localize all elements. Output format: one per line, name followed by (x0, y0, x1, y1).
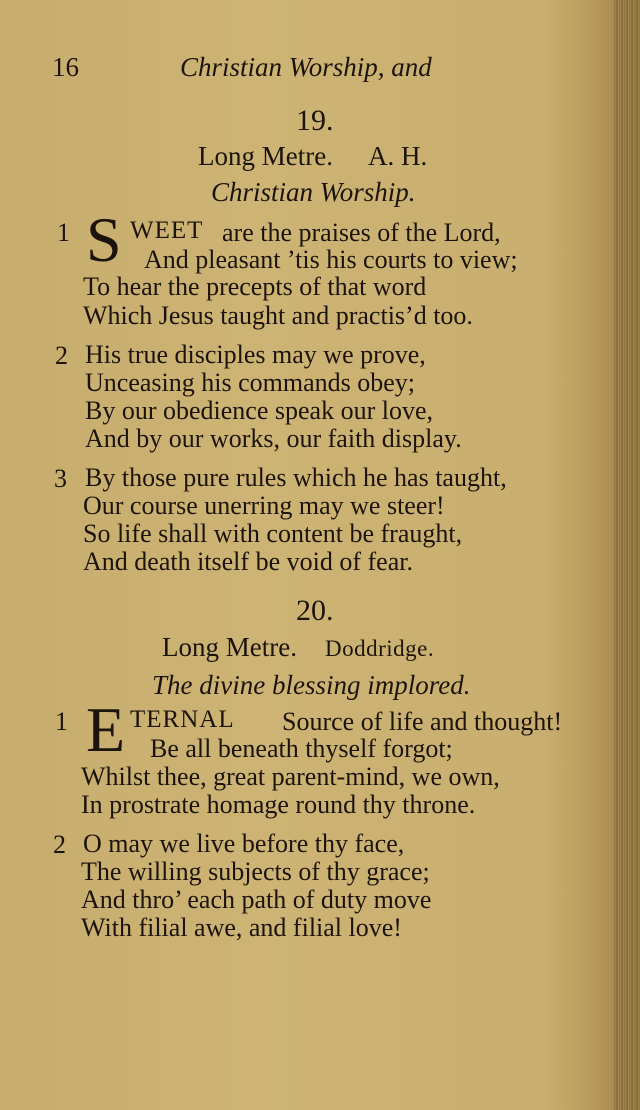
hymn-title: Christian Worship. (211, 177, 416, 207)
verse-number: 3 (54, 464, 67, 493)
verse-line: Our course unerring may we steer! (83, 491, 445, 520)
verse-line: And thro’ each path of duty move (81, 885, 432, 914)
verse-number: 1 (57, 218, 70, 247)
hymn-author: A. H. (368, 141, 428, 171)
verse-line: And by our works, our faith display. (85, 424, 462, 453)
hymn-meter: Long Metre. (198, 141, 333, 171)
first-word: WEET (130, 217, 204, 244)
page-number: 16 (52, 52, 79, 82)
verse-line: Which Jesus taught and practis’d too. (83, 301, 473, 330)
first-word: TERNAL (130, 706, 235, 733)
verse-line: The willing subjects of thy grace; (81, 857, 430, 886)
verse-line: His true disciples may we prove, (85, 340, 426, 369)
verse-line: So life shall with content be fraught, (83, 519, 463, 548)
verse-line: Whilst thee, great parent-mind, we own, (81, 762, 500, 791)
verse-number: 1 (55, 707, 68, 736)
hymn-number: 20. (296, 594, 334, 627)
verse-line: And pleasant ’tis his courts to view; (144, 245, 518, 274)
verse-line: By our obedience speak our love, (85, 396, 434, 425)
verse-line: To hear the precepts of that word (83, 272, 427, 301)
page-edge (614, 0, 640, 1110)
verse-line: With filial awe, and filial love! (81, 913, 402, 942)
hymn-author: Doddridge. (325, 636, 435, 661)
verse-line: By those pure rules which he has taught, (85, 463, 507, 492)
verse-line: are the praises of the Lord, (222, 218, 501, 247)
verse-number: 2 (53, 830, 66, 859)
verse-line: Be all beneath thyself forgot; (150, 734, 453, 763)
verse-line: O may we live before thy face, (83, 829, 405, 858)
verse-number: 2 (55, 341, 68, 370)
verse-line: Unceasing his commands obey; (85, 368, 415, 397)
hymn-number: 19. (296, 104, 334, 137)
drop-cap: S (86, 204, 122, 275)
verse-line: Source of life and thought! (282, 707, 563, 736)
verse-line: In prostrate homage round thy throne. (81, 790, 476, 819)
verse-line: And death itself be void of fear. (83, 547, 413, 576)
hymn-title: The divine blessing implored. (152, 670, 471, 700)
running-title: Christian Worship, and (180, 52, 432, 82)
hymn-meter: Long Metre. (162, 632, 297, 662)
drop-cap: E (86, 694, 126, 765)
